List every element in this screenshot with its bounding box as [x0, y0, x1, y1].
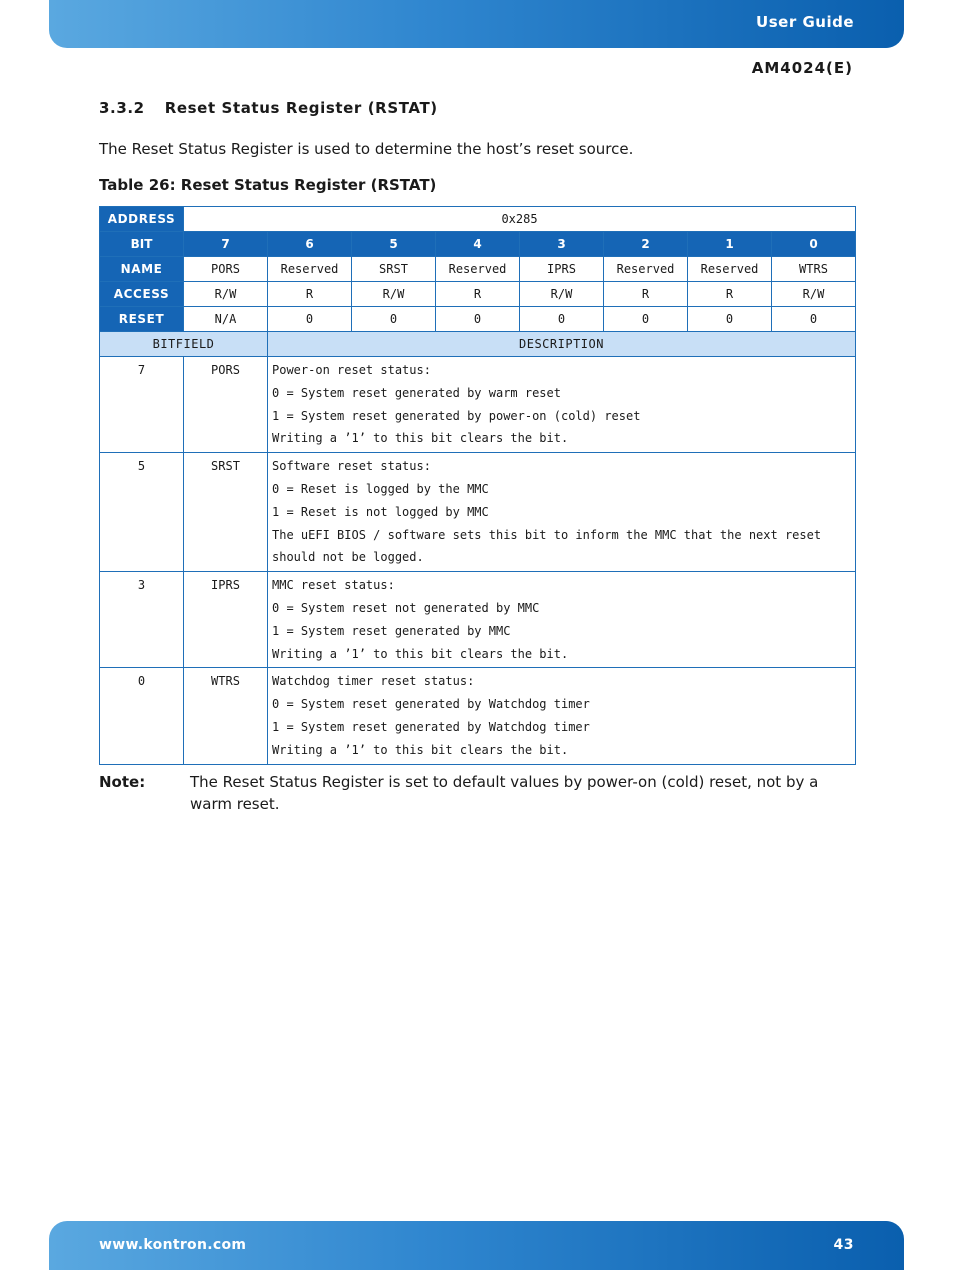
section-number: 3.3.2 — [99, 99, 145, 117]
description-line: Watchdog timer reset status: — [272, 674, 475, 689]
bit-cell: 4 — [436, 232, 520, 257]
name-cell: Reserved — [688, 257, 772, 282]
field-name: SRST — [184, 453, 268, 572]
field-bit: 7 — [100, 357, 184, 453]
description-line: Writing a ’1’ to this bit clears the bit. — [272, 742, 569, 757]
note — [99, 771, 855, 815]
section-title: Reset Status Register (RSTAT) — [164, 99, 438, 117]
footer-banner — [49, 1221, 904, 1270]
note-text: The Reset Status Register is set to default values by power-on (cold) reset, not by a warm reset. — [190, 773, 819, 813]
name-cell: WTRS — [772, 257, 856, 282]
reset-cell: 0 — [688, 307, 772, 332]
bit-cell: 5 — [352, 232, 436, 257]
field-row — [100, 572, 856, 668]
register-table — [99, 206, 856, 765]
access-cell: R/W — [520, 282, 604, 307]
field-bit: 0 — [100, 668, 184, 764]
intro-paragraph: The Reset Status Register is used to determine the host’s reset source. — [99, 140, 634, 158]
guide-label: User Guide — [756, 13, 854, 31]
header-banner — [49, 0, 904, 48]
access-cell: R/W — [352, 282, 436, 307]
field-bit: 5 — [100, 453, 184, 572]
description-line: 1 = System reset generated by MMC — [272, 623, 511, 638]
access-cell: R — [436, 282, 520, 307]
product-name: AM4024(E) — [751, 59, 853, 77]
description-header: DESCRIPTION — [268, 332, 856, 357]
bit-cell: 7 — [184, 232, 268, 257]
access-cell: R/W — [772, 282, 856, 307]
address-value: 0x285 — [184, 207, 856, 232]
access-row — [100, 282, 856, 307]
name-cell: SRST — [352, 257, 436, 282]
bit-row — [100, 232, 856, 257]
bit-cell: 1 — [688, 232, 772, 257]
section-heading — [99, 99, 438, 117]
access-cell: R/W — [184, 282, 268, 307]
bit-cell: 2 — [604, 232, 688, 257]
access-cell: R — [268, 282, 352, 307]
name-cell: IPRS — [520, 257, 604, 282]
field-bit: 3 — [100, 572, 184, 668]
description-line: Software reset status: — [272, 459, 431, 474]
access-label: ACCESS — [100, 282, 184, 307]
description-line: 0 = System reset not generated by MMC — [272, 600, 540, 615]
address-label: ADDRESS — [100, 207, 184, 232]
description-line: 0 = System reset generated by warm reset — [272, 385, 561, 400]
reset-label: RESET — [100, 307, 184, 332]
access-cell: R — [688, 282, 772, 307]
table-caption: Table 26: Reset Status Register (RSTAT) — [99, 176, 437, 194]
bit-cell: 6 — [268, 232, 352, 257]
name-label: NAME — [100, 257, 184, 282]
address-row — [100, 207, 856, 232]
description-line: 1 = System reset generated by Watchdog timer — [272, 719, 590, 734]
name-cell: Reserved — [604, 257, 688, 282]
reset-cell: 0 — [352, 307, 436, 332]
field-description — [268, 668, 856, 764]
field-header-row — [100, 332, 856, 357]
page-number: 43 — [833, 1237, 854, 1253]
field-description — [268, 453, 856, 572]
reset-cell: N/A — [184, 307, 268, 332]
field-name: PORS — [184, 357, 268, 453]
bit-cell: 3 — [520, 232, 604, 257]
field-row — [100, 357, 856, 453]
field-name: IPRS — [184, 572, 268, 668]
access-cell: R — [604, 282, 688, 307]
description-line: Writing a ’1’ to this bit clears the bit. — [272, 646, 569, 661]
reset-cell: 0 — [436, 307, 520, 332]
reset-cell: 0 — [268, 307, 352, 332]
field-description — [268, 572, 856, 668]
reset-row — [100, 307, 856, 332]
name-row — [100, 257, 856, 282]
description-line: 1 = System reset generated by power-on (cold) reset — [272, 408, 641, 423]
website-link[interactable]: www.kontron.com — [99, 1237, 247, 1253]
reset-cell: 0 — [772, 307, 856, 332]
description-line: 0 = System reset generated by Watchdog timer — [272, 697, 590, 712]
note-label: Note: — [99, 773, 146, 791]
field-row — [100, 668, 856, 764]
description-line: Power-on reset status: — [272, 363, 431, 377]
bit-cell: 0 — [772, 232, 856, 257]
reset-cell: 0 — [604, 307, 688, 332]
description-line: 1 = Reset is not logged by MMC — [272, 504, 489, 519]
field-row — [100, 453, 856, 572]
field-name: WTRS — [184, 668, 268, 764]
bit-label: BIT — [100, 232, 184, 257]
reset-cell: 0 — [520, 307, 604, 332]
name-cell: Reserved — [436, 257, 520, 282]
description-line: MMC reset status: — [272, 578, 395, 593]
description-line: 0 = Reset is logged by the MMC — [272, 481, 489, 496]
description-line: The uEFI BIOS / software sets this bit to inform the MMC that the next reset should not be logged. — [272, 527, 822, 565]
description-line: Writing a ’1’ to this bit clears the bit. — [272, 431, 569, 446]
name-cell: PORS — [184, 257, 268, 282]
field-description — [268, 357, 856, 453]
name-cell: Reserved — [268, 257, 352, 282]
bitfield-header: BITFIELD — [100, 332, 268, 357]
